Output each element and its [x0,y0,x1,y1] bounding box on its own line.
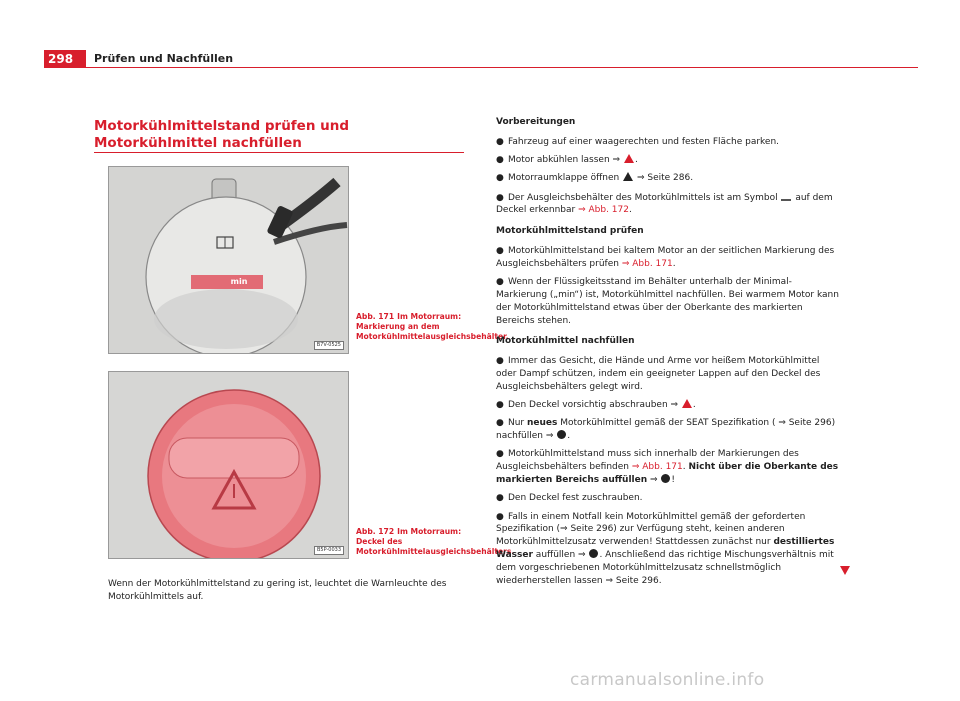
bullet-icon: ● [496,155,504,166]
min-marking-label: min [230,277,248,286]
section-title: Motorkühlmittelstand prüfen und Motorkühlmittel nachfüllen [94,118,350,151]
list-item [496,154,842,167]
item-text: Den Deckel fest zuschrauben. [508,493,643,504]
item-text: Wenn der Flüssigkeitsstand im Behälter unterhalb der Minimal-Markierung („min“) ist, Motorkühlmittel nachfüllen. Bei warmem Motor kann der Motorkühlmittelstand etwas über der Oberkante des markierten Bereichs stehen. [496,277,839,326]
caption-label: Abb. 172 [356,527,395,536]
bullet-icon: ● [496,400,504,411]
list-item [496,136,842,149]
item-text: . [692,400,696,411]
refill-heading: Motorkühlmittel nachfüllen [496,336,635,347]
item-text: Nur [508,418,527,429]
item-text: ⇒ Seite 286. [634,173,694,184]
check-heading: Motorkühlmittelstand prüfen [496,226,644,237]
item-text: ⇒ [647,475,661,486]
figure-171-caption [356,312,509,342]
bullet-icon: ● [496,173,504,184]
bullet-icon: ● [496,511,504,522]
item-text: Motorkühlmittelstand bei kaltem Motor an der seitlichen Markierung des Ausgleichsbehälters prüfen [496,246,835,269]
figure-code: B5P-0033 [314,546,344,555]
list-item [496,191,842,218]
item-text: . Anschließend das richtige Mischungsverhältnis mit dem vorgeschriebenen Motorkühlmittelzusatz schnellstmöglich wiederherstellen lassen ⇒ Seite 296. [496,550,834,586]
bullet-icon: ● [496,493,504,504]
warning-triangle-icon [682,399,692,408]
list-item [496,417,842,443]
figure-172-caption [356,527,515,557]
figure-reference-link[interactable]: ⇒ Abb. 171 [621,258,673,269]
item-text: Motor abkühlen lassen ⇒ [508,155,623,166]
figure-reference-link[interactable]: ⇒ Abb. 171 [631,462,683,473]
note-icon [589,549,598,558]
bullet-icon: ● [496,136,504,147]
page-number: 298 [44,50,86,68]
watermark: carmanualsonline.info [570,670,765,690]
item-text: . [634,155,638,166]
item-text: ! [671,475,676,486]
warning-light-paragraph: Wenn der Motorkühlmittelstand zu gering ist, leuchtet die Warnleuchte des Motorkühlmittels auf. [108,579,447,602]
item-text: . [672,258,676,269]
item-text: . [567,431,571,442]
item-text: Motorkühlmittelstand muss sich innerhalb der Markierungen des Ausgleichsbehälters befinden [496,449,799,473]
item-text: Motorraumklappe öffnen [508,173,623,184]
item-text-bold: Nicht über die Oberkante des markierten Bereichs auffüllen [496,462,839,486]
caption-text: Im Motorraum: Deckel des Motorkühlmittelausgleichsbehälters. [356,527,515,556]
bullet-icon: ● [496,418,504,429]
list-item [496,511,842,588]
warning-triangle-icon [623,172,633,181]
list-item [496,448,842,486]
bullet-icon: ● [496,356,504,367]
list-item [496,245,842,271]
list-item [496,172,842,185]
figure-reference-link[interactable]: ⇒ Abb. 172 [578,205,629,216]
list-item [496,399,842,412]
item-text-bold: neues [527,418,558,429]
bullet-icon: ● [496,277,504,288]
reservoir-cap-illustration [109,372,349,559]
title-rule [94,152,464,153]
continue-arrow-icon [840,566,850,575]
item-text: Immer das Gesicht, die Hände und Arme vor heißem Motorkühlmittel oder Dampf schützen, indem ein geeigneter Lappen auf den Deckel des Ausgleichsbehälters gelegt wird. [496,356,821,392]
figure-code: B7V-0525 [314,341,344,350]
warning-triangle-icon [624,154,634,163]
item-text: . [682,462,689,473]
figure-172-image [108,371,349,559]
list-item [496,492,842,505]
bullet-icon: ● [496,192,504,203]
item-text: auffüllen ⇒ [532,550,589,561]
item-text: Falls in einem Notfall kein Motorkühlmittel gemäß der geforderten Spezifikation (⇒ Seite 296) zur Verfügung steht, keinen anderen Motorkühlmittelzusatz verwenden! Stattdessen zunächst nur [496,511,806,548]
list-item [496,355,842,393]
item-text: auf dem Deckel erkennbar [496,192,833,216]
list-item [496,276,842,327]
bullet-icon: ● [496,246,504,257]
item-text: Motorkühlmittel gemäß der SEAT Spezifikation ( ⇒ Seite 296) nachfüllen ⇒ [496,418,836,442]
running-title: Prüfen und Nachfüllen [94,52,234,65]
caption-label: Abb. 171 [356,312,395,321]
item-text: Fahrzeug auf einer waagerechten und festen Fläche parken. [508,136,780,147]
bullet-icon: ● [496,449,504,460]
coolant-symbol-icon [781,191,791,201]
instructions-column [496,116,842,593]
figure-171-image [108,166,349,354]
header-rule [44,67,918,68]
item-text: Der Ausgleichsbehälter des Motorkühlmittels ist am Symbol [508,192,781,203]
note-icon [661,474,670,483]
preparations-heading: Vorbereitungen [496,117,576,127]
item-text-bold: destilliertes Wasser [496,537,835,561]
coolant-reservoir-illustration [109,167,349,354]
item-text: Den Deckel vorsichtig abschrauben ⇒ [508,400,681,411]
note-icon [557,430,566,439]
item-text: . [628,205,632,216]
caption-text: Im Motorraum: Markierung an dem Motorkühlmittelausgleichsbehälter. [356,312,509,341]
